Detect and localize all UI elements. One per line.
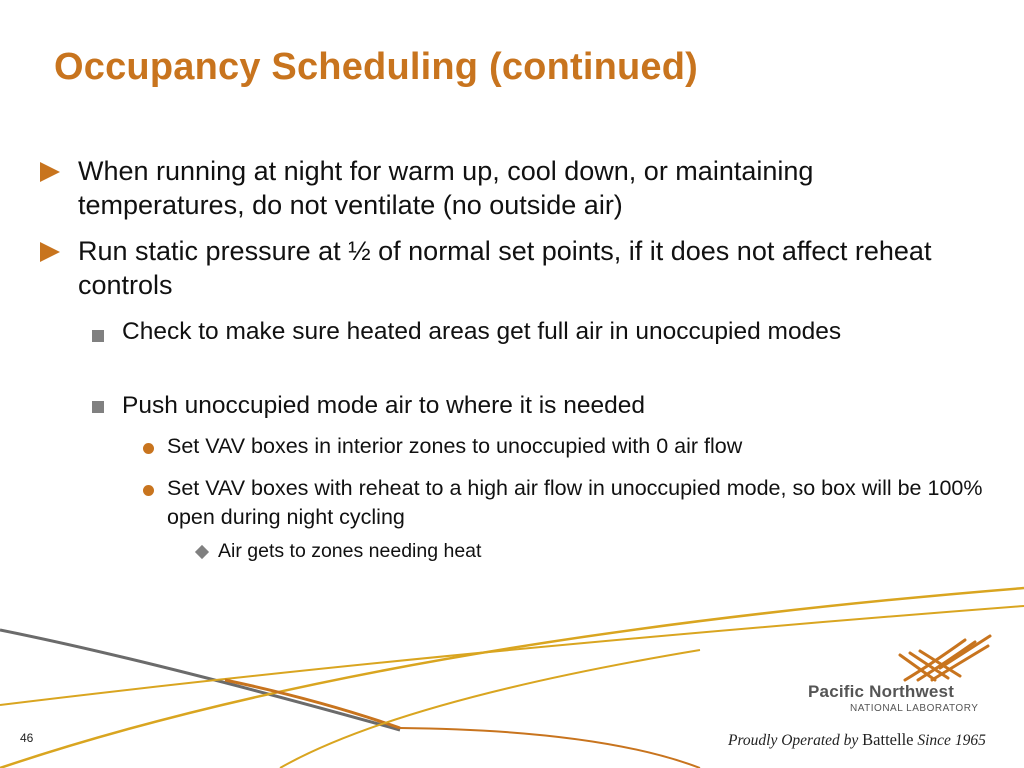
bullet-level1: Run static pressure at ½ of normal set points, if it does not affect reheat controls	[78, 236, 932, 301]
bullet-level1: When running at night for warm up, cool down, or maintaining temperatures, do not ventilate (no outside air)	[78, 156, 814, 221]
bullet-level4: Air gets to zones needing heat	[218, 540, 482, 562]
bullet-level2: Push unoccupied mode air to where it is needed	[122, 392, 645, 419]
bullet-level3: Set VAV boxes in interior zones to unoccupied with 0 air flow	[167, 434, 743, 458]
tagline	[728, 730, 986, 750]
tagline-suffix: Since 1965	[917, 732, 986, 749]
bullet-level2: Check to make sure heated areas get full air in unoccupied modes	[122, 318, 842, 345]
slide-title: Occupancy Scheduling (continued)	[54, 46, 699, 88]
tagline-brand: Battelle	[862, 730, 914, 749]
page-number: 46	[20, 731, 34, 745]
tagline-prefix: Proudly Operated by	[728, 732, 859, 749]
bullet-level3: Set VAV boxes with reheat to a high air flow in unoccupied mode, so box will be 100% open during night cycling	[167, 476, 983, 529]
org-name: Pacific Northwest	[808, 682, 955, 701]
org-subtitle: NATIONAL LABORATORY	[850, 703, 979, 714]
